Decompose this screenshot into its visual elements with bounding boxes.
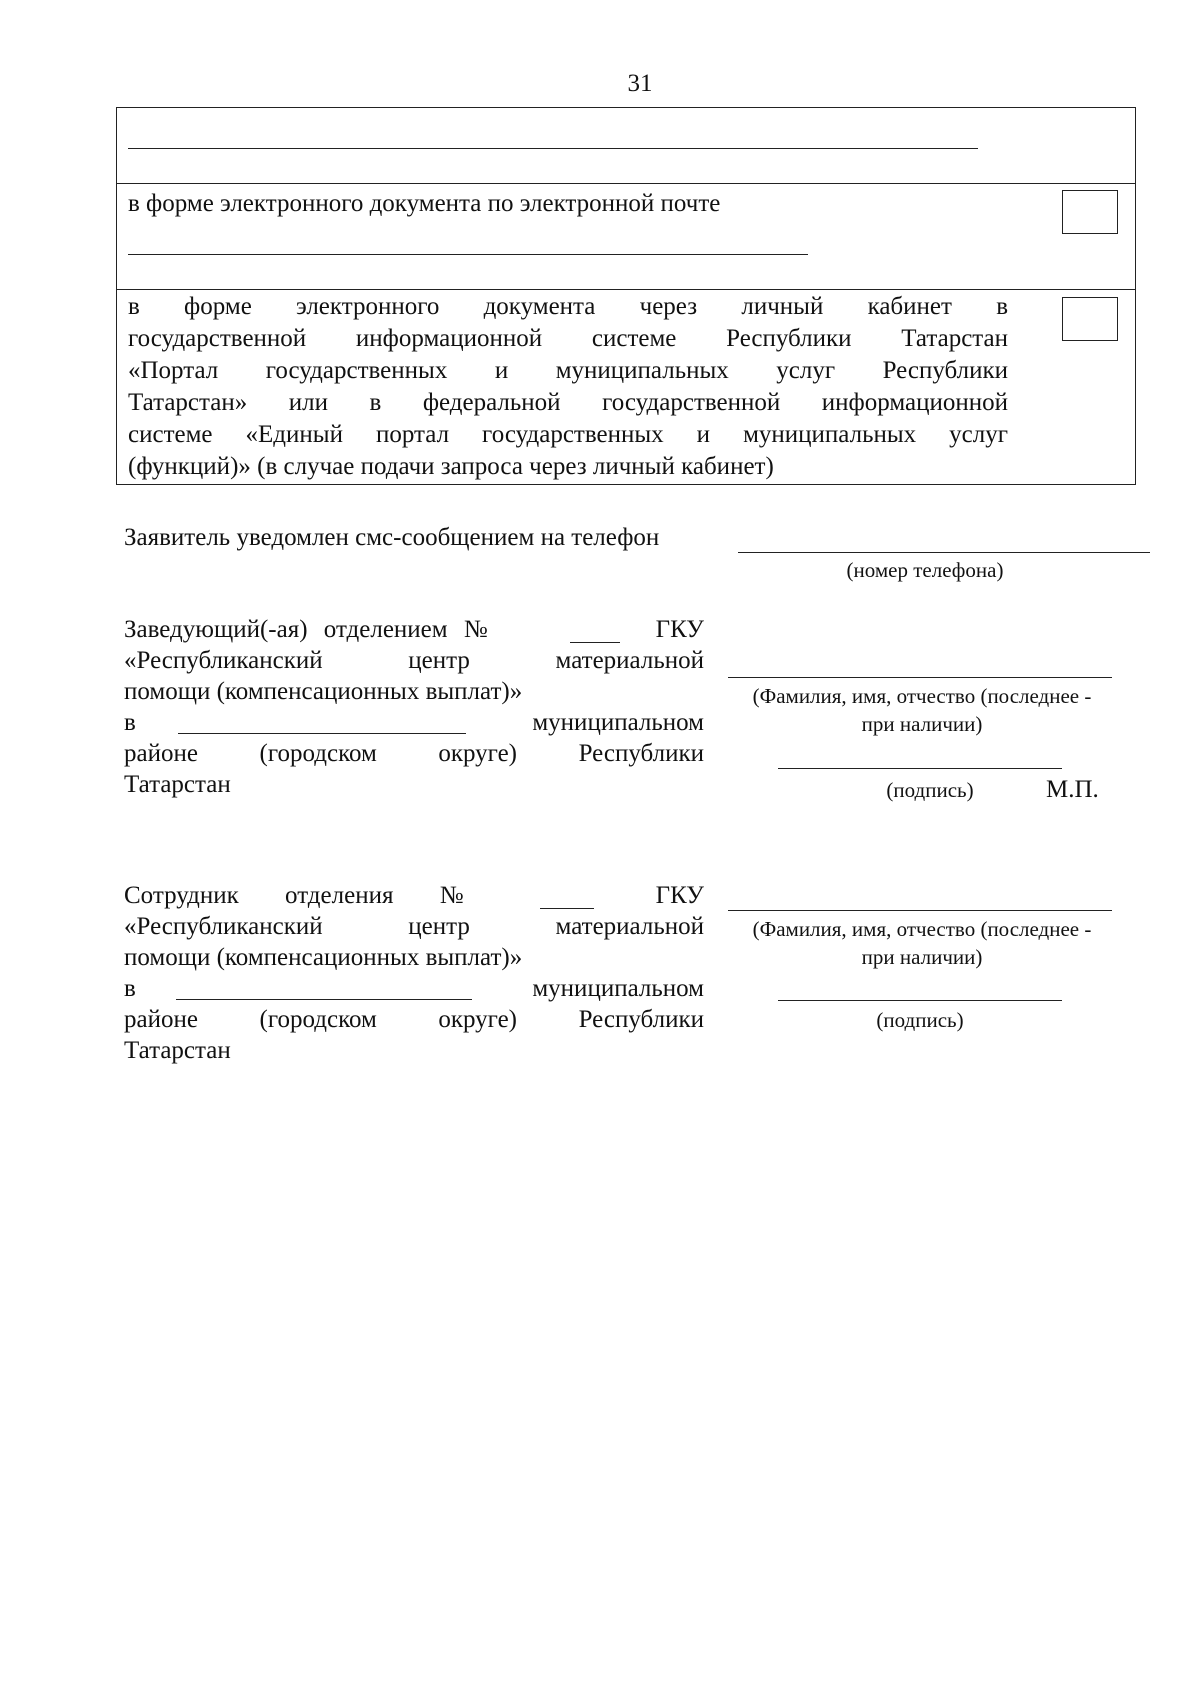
portal-option-line: Татарстан» или в федеральной государственной информационной (128, 389, 1008, 416)
portal-option-line: (функций)» (в случае подачи запроса через личный кабинет) (128, 453, 774, 480)
stamp-label: М.П. (1046, 776, 1099, 803)
table-fill-line (128, 148, 978, 149)
head-signature-line[interactable] (778, 768, 1062, 769)
employee-fio-caption: (Фамилия, имя, отчество (последнее - при наличии) (752, 917, 1092, 969)
page-number: 31 (627, 70, 653, 97)
employee-signature-caption: (подпись) (876, 1008, 964, 1032)
employee-fio-line[interactable] (728, 910, 1112, 911)
employee-block (124, 880, 704, 1066)
department-number-line[interactable] (570, 642, 620, 643)
region-text-line: Татарстан (124, 771, 231, 798)
prep-label: в (124, 709, 136, 736)
table-row-divider (116, 183, 1136, 184)
email-option-checkbox[interactable] (1062, 190, 1118, 234)
gku-label: ГКУ (655, 882, 704, 909)
head-fio-line[interactable] (728, 677, 1112, 678)
phone-number-line[interactable] (738, 552, 1150, 553)
employee-title: Сотрудник отделения № (124, 882, 464, 909)
head-fio-caption: (Фамилия, имя, отчество (последнее - при наличии) (752, 684, 1092, 736)
head-block (124, 614, 704, 800)
portal-option-checkbox[interactable] (1062, 297, 1118, 341)
district-text-line: районе (городском округе) Республики (124, 1006, 704, 1033)
org-name-line: «Республиканский центр материальной (124, 913, 704, 940)
gku-label: ГКУ (655, 616, 704, 643)
region-text-line: Татарстан (124, 1037, 231, 1064)
head-title: Заведующий(-ая) отделением № (124, 616, 488, 643)
portal-option-line: «Портал государственных и муниципальных услуг Республики (128, 357, 1008, 384)
employee-district-line[interactable] (176, 999, 472, 1000)
district-text-line: районе (городском округе) Республики (124, 740, 704, 767)
employee-department-number-line[interactable] (540, 908, 594, 909)
portal-option-line: в форме электронного документа через личный кабинет в (128, 293, 1008, 320)
email-address-line (128, 254, 808, 255)
phone-number-caption: (номер телефона) (846, 558, 1004, 582)
table-row-divider (116, 289, 1136, 290)
portal-option-text (128, 291, 1008, 483)
org-name-line: помощи (компенсационных выплат)» (124, 678, 523, 705)
org-name-line: «Республиканский центр материальной (124, 647, 704, 674)
org-name-line: помощи (компенсационных выплат)» (124, 944, 523, 971)
municipal-label: муниципальном (532, 709, 704, 736)
sms-notice-text: Заявитель уведомлен смс-сообщением на телефон (124, 524, 660, 551)
municipal-label: муниципальном (532, 975, 704, 1002)
head-signature-caption: (подпись) (886, 778, 974, 802)
employee-signature-line[interactable] (778, 1000, 1062, 1001)
email-option-text: в форме электронного документа по электронной почте (128, 190, 721, 217)
portal-option-line: государственной информационной системе Республики Татарстан (128, 325, 1008, 352)
prep-label: в (124, 975, 136, 1002)
portal-option-line: системе «Единый портал государственных и муниципальных услуг (128, 421, 1008, 448)
district-line[interactable] (178, 733, 466, 734)
